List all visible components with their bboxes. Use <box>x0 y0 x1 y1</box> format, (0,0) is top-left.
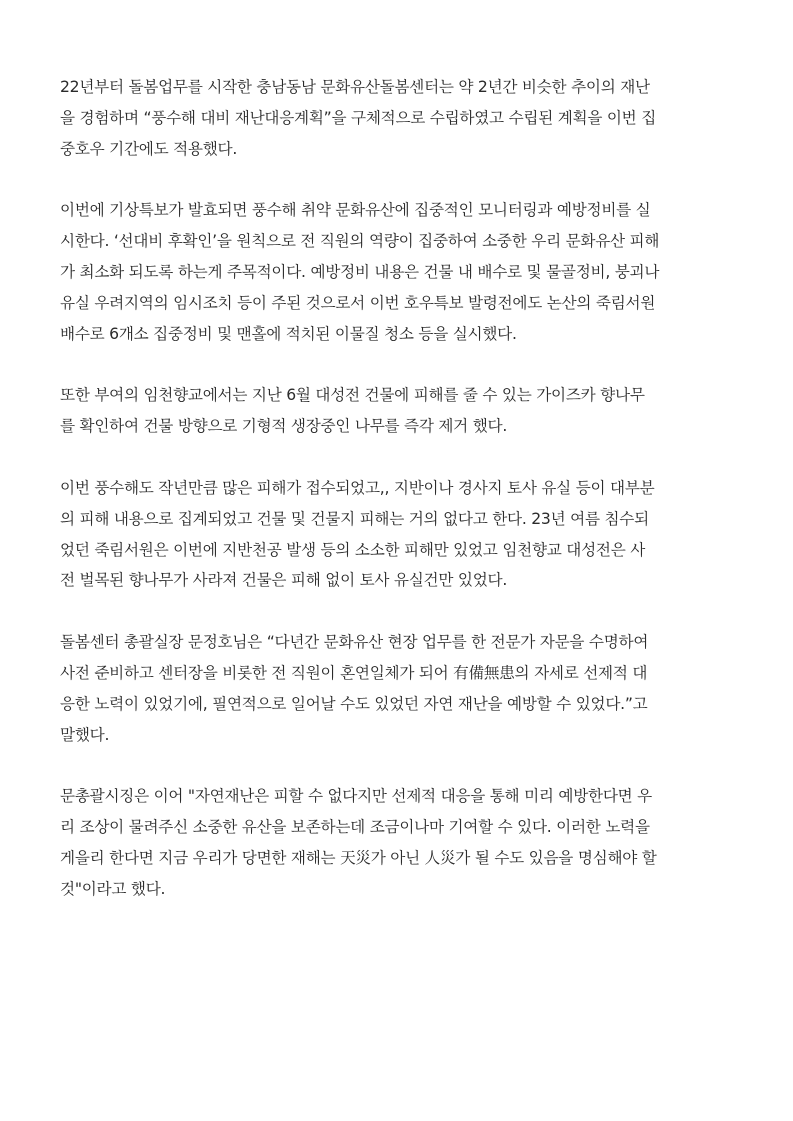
paragraph-line: 또한 부여의 임천향교에서는 지난 6월 대성전 건물에 피해를 줄 수 있는 가이즈카 향나무 <box>60 386 645 405</box>
paragraph-line: 문총괄시징은 이어 "자연재난은 피할 수 없다지만 선제적 대응을 통해 미리 예방한다면 우 <box>60 787 652 806</box>
paragraph-line: 를 확인하여 건물 방향으로 기형적 생장중인 나무를 즉각 제거 했다. <box>60 417 508 436</box>
paragraph-line: 22년부터 돌봄업무를 시작한 충남동남 문화유산돌봄센터는 약 2년간 비슷한 추이의 재난 <box>60 78 650 96</box>
document-body <box>60 72 736 936</box>
paragraph-line: 배수로 6개소 집중정비 및 맨홀에 적치된 이물질 청소 등을 실시했다. <box>60 324 517 343</box>
paragraph-line: 리 조상이 물려주신 소중한 유산을 보존하는데 조금이나마 기여할 수 있다. 이러한 노력을 <box>60 818 650 837</box>
paragraph-4 <box>60 473 736 596</box>
paragraph-2 <box>60 195 736 349</box>
paragraph-5 <box>60 627 736 750</box>
paragraph-line: 유실 우려지역의 임시조치 등이 주된 것으로서 이번 호우특보 발령전에도 논산의 죽림서원 <box>60 293 656 312</box>
paragraph-6 <box>60 781 736 904</box>
paragraph-line: 시한다. ‘선대비 후확인’을 원칙으로 전 직원의 역량이 집중하여 소중한 우리 문화유산 피해 <box>60 232 660 251</box>
paragraph-line: 이번에 기상특보가 발효되면 풍수해 취약 문화유산에 집중적인 모니터링과 예방정비를 실 <box>60 201 651 220</box>
paragraph-line: 중호우 기간에도 적용했다. <box>60 139 238 158</box>
paragraph-line: 돌봄센터 총괄실장 문정호님은 “다년간 문화유산 현장 업무를 한 전문가 자문을 수명하여 <box>60 633 649 652</box>
paragraph-3 <box>60 380 736 442</box>
paragraph-line: 응한 노력이 있었기에, 필연적으로 일어날 수도 있었던 자연 재난을 예방할 수 있었다.”고 <box>60 694 648 713</box>
paragraph-line: 었던 죽림서원은 이번에 지반천공 발생 등의 소소한 피해만 있었고 임천향교 대성전은 사 <box>60 540 646 559</box>
paragraph-line: 의 피해 내용으로 집계되었고 건물 및 건물지 피해는 거의 없다고 한다. 23년 여름 침수되 <box>60 509 649 528</box>
paragraph-line: 을 경험하며 “풍수해 대비 재난대응계획”을 구체적으로 수립하였고 수립된 계획을 이번 집 <box>60 108 657 127</box>
paragraph-line: 것"이라고 했다. <box>60 879 166 898</box>
paragraph-line: 말했다. <box>60 725 110 744</box>
paragraph-line: 가 최소화 되도록 하는게 주목적이다. 예방정비 내용은 건물 내 배수로 및 물골정비, 붕괴나 <box>60 262 660 281</box>
paragraph-line: 전 벌목된 향나무가 사라져 건물은 피해 없이 토사 유실건만 있었다. <box>60 571 508 590</box>
paragraph-line: 게을리 한다면 지금 우리가 당면한 재해는 天災가 아닌 人災가 될 수도 있음을 명심해야 할 <box>60 848 657 867</box>
paragraph-line: 이번 풍수해도 작년만큼 많은 피해가 접수되었고,, 지반이나 경사지 토사 유실 등이 대부분 <box>60 478 655 497</box>
paragraph-line: 사전 준비하고 센터장을 비롯한 전 직원이 혼연일체가 되어 有備無患의 자세로 선제적 대 <box>60 663 648 682</box>
paragraph-1 <box>60 72 736 164</box>
